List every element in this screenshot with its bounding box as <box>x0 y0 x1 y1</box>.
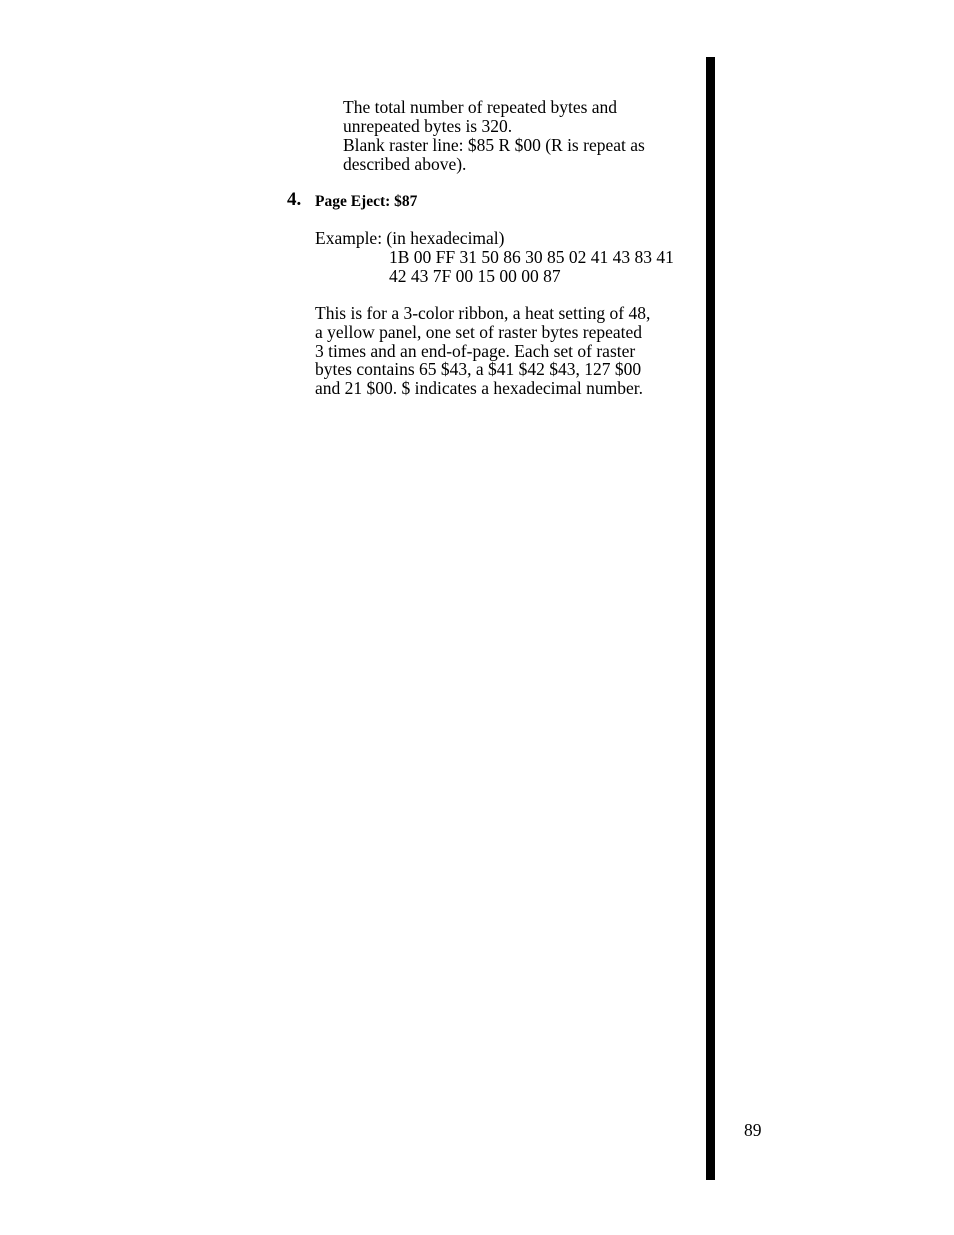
item-heading: Page Eject: $87 <box>315 193 418 210</box>
example-label: Example: (in hexadecimal) <box>315 228 505 248</box>
intro-text-line: described above). <box>343 154 467 174</box>
margin-rule <box>706 57 715 1180</box>
intro-text-line: The total number of repeated bytes and <box>343 97 618 117</box>
intro-text-line: Blank raster line: $85 R $00 (R is repeat as <box>343 135 645 155</box>
hex-line: 1B 00 FF 31 50 86 30 85 02 41 43 83 41 <box>389 247 674 267</box>
description-line: and 21 $00. $ indicates a hexadecimal number. <box>315 378 644 398</box>
hex-line: 42 43 7F 00 15 00 00 87 <box>389 266 561 286</box>
description-line: This is for a 3-color ribbon, a heat setting of 48, <box>315 303 651 323</box>
description-line: a yellow panel, one set of raster bytes repeated <box>315 322 643 342</box>
intro-text-line: unrepeated bytes is 320. <box>343 116 513 136</box>
page-number: 89 <box>744 1120 762 1140</box>
item-number: 4. <box>287 189 302 210</box>
description-line: 3 times and an end-of-page. Each set of raster <box>315 341 636 361</box>
description-line: bytes contains 65 $43, a $41 $42 $43, 127 $00 <box>315 359 642 379</box>
